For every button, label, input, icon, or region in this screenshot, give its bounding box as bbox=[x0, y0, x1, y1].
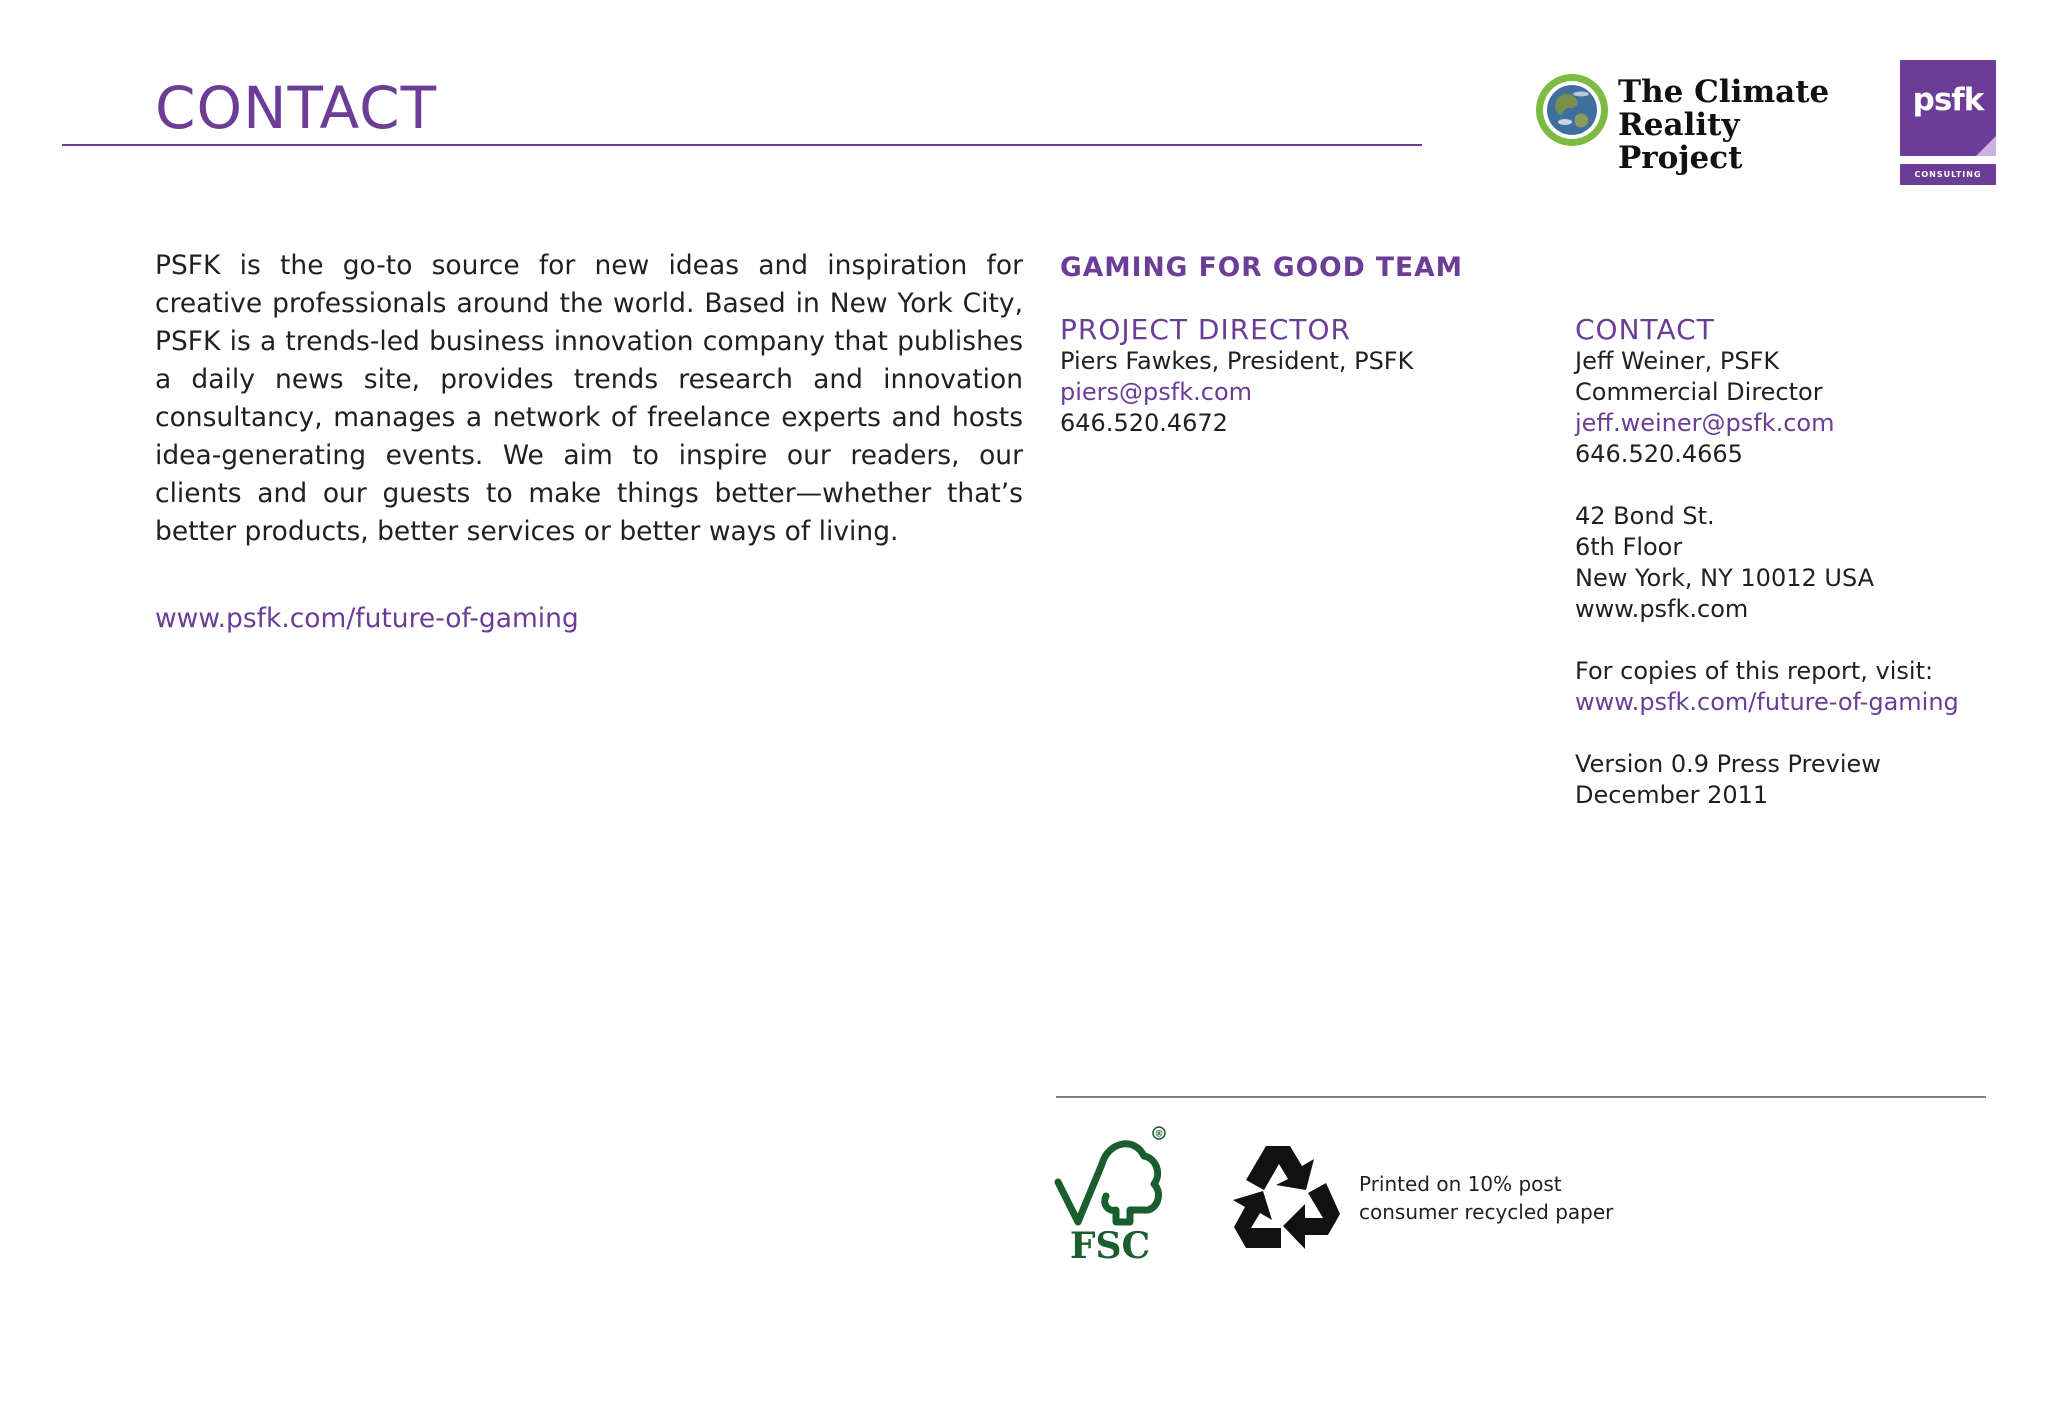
psfk-logo-tag: CONSULTING bbox=[1900, 164, 1996, 185]
fsc-tree-icon bbox=[1052, 1124, 1172, 1264]
recycled-line-2: consumer recycled paper bbox=[1359, 1200, 1614, 1224]
climate-reality-logo bbox=[1534, 70, 1864, 176]
contact-email-link[interactable]: jeff.weiner@psfk.com bbox=[1575, 409, 1835, 437]
website-text: www.psfk.com bbox=[1575, 595, 1749, 623]
contact-name: Jeff Weiner, PSFK bbox=[1575, 347, 1780, 375]
contact-block bbox=[1575, 313, 1959, 811]
address-line-3: New York, NY 10012 USA bbox=[1575, 564, 1875, 592]
team-heading: GAMING FOR GOOD TEAM bbox=[1060, 252, 1463, 283]
title-divider bbox=[62, 144, 1422, 146]
recycled-paper-note bbox=[1359, 1170, 1613, 1226]
fsc-registered-mark: ® bbox=[1154, 1129, 1164, 1140]
project-director-block bbox=[1060, 313, 1413, 439]
director-phone: 646.520.4672 bbox=[1060, 409, 1228, 437]
copies-label: For copies of this report, visit: bbox=[1575, 657, 1934, 685]
climate-logo-line1: The Climate bbox=[1618, 74, 1830, 110]
footer-divider bbox=[1056, 1096, 1986, 1098]
page-title: CONTACT bbox=[155, 74, 438, 142]
climate-logo-line2: Reality Project bbox=[1618, 107, 1743, 176]
contact-heading: CONTACT bbox=[1575, 313, 1715, 346]
address-line-1: 42 Bond St. bbox=[1575, 502, 1715, 530]
date-text: December 2011 bbox=[1575, 781, 1769, 809]
intro-link[interactable]: www.psfk.com/future-of-gaming bbox=[155, 603, 579, 634]
psfk-logo-square bbox=[1900, 60, 1996, 156]
contact-role: Commercial Director bbox=[1575, 378, 1823, 406]
intro-paragraph: PSFK is the go-to source for new ideas and inspiration for creative professionals around the world. Based in New York City, PSFK is a trends-led business innovation company that publishes a daily news site, provides trends research and innovation consultancy, manages a network of freelance experts and hosts idea-generating events. We aim to inspire our readers, our clients and our guests to make things better—whether that’s better products, better services or better ways of living. bbox=[155, 250, 1023, 547]
psfk-logo-fold bbox=[1976, 136, 1996, 156]
project-director-heading: PROJECT DIRECTOR bbox=[1060, 313, 1351, 346]
address-line-2: 6th Floor bbox=[1575, 533, 1683, 561]
version-text: Version 0.9 Press Preview bbox=[1575, 750, 1881, 778]
psfk-logo-icon bbox=[1900, 60, 1996, 185]
copies-link[interactable]: www.psfk.com/future-of-gaming bbox=[1575, 688, 1959, 716]
fsc-label: FSC bbox=[1069, 1225, 1151, 1264]
recycle-icon bbox=[1228, 1140, 1342, 1254]
climate-globe-icon bbox=[1534, 72, 1610, 148]
recycled-line-1: Printed on 10% post bbox=[1359, 1172, 1562, 1196]
director-email-link[interactable]: piers@psfk.com bbox=[1060, 378, 1253, 406]
director-name: Piers Fawkes, President, PSFK bbox=[1060, 347, 1414, 375]
psfk-logo-word: psfk bbox=[1912, 82, 1984, 118]
contact-phone: 646.520.4665 bbox=[1575, 440, 1743, 468]
